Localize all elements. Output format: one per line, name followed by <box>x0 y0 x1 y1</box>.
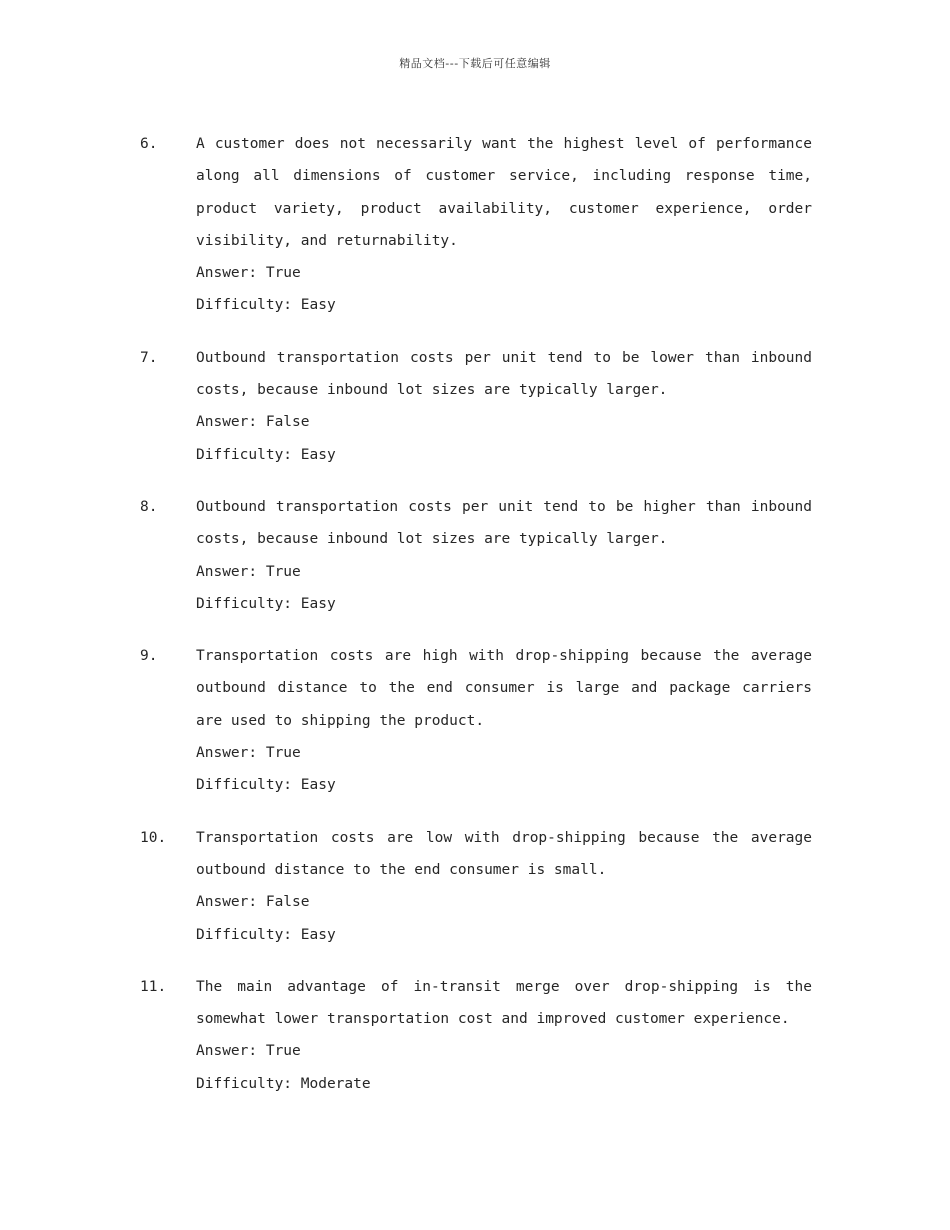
difficulty-value: Easy <box>300 777 336 794</box>
question-body <box>196 342 812 471</box>
question-number: 8. <box>140 498 158 515</box>
difficulty-line <box>196 1068 812 1100</box>
answer-value: True <box>265 1043 301 1060</box>
difficulty-line <box>196 289 812 321</box>
question-item <box>140 822 812 951</box>
difficulty-label: Difficulty: <box>196 1075 301 1092</box>
page-header: 精品文档---下载后可任意编辑 <box>399 57 551 70</box>
question-text: Outbound transportation costs per unit tend to be higher than inbound costs, because inbound lot sizes are typically larger. <box>196 498 812 548</box>
answer-label: Answer: <box>196 745 266 762</box>
difficulty-line <box>196 769 812 801</box>
question-text: The main advantage of in-transit merge over drop-shipping is the somewhat lower transportation cost and improved customer experience. <box>196 978 812 1028</box>
answer-line <box>196 886 812 918</box>
question-body <box>196 491 812 620</box>
difficulty-line <box>196 919 812 951</box>
difficulty-value: Easy <box>300 595 336 612</box>
question-number: 11. <box>140 978 167 995</box>
question-body <box>196 640 812 801</box>
answer-value: True <box>265 265 301 282</box>
question-text: Transportation costs are high with drop-shipping because the average outbound distance to the end consumer is large and package carriers are used to shipping the product. <box>196 648 812 729</box>
question-number: 9. <box>140 648 158 665</box>
question-body <box>196 128 812 322</box>
question-item <box>140 971 812 1100</box>
question-text: Outbound transportation costs per unit tend to be lower than inbound costs, because inbound lot sizes are typically larger. <box>196 349 812 399</box>
answer-value: True <box>265 563 301 580</box>
question-number: 10. <box>140 829 167 846</box>
difficulty-value: Moderate <box>300 1075 371 1092</box>
answer-line <box>196 737 812 769</box>
question-number: 6. <box>140 136 158 152</box>
difficulty-line <box>196 588 812 620</box>
answer-label: Answer: <box>196 414 266 431</box>
answer-line <box>196 556 812 588</box>
difficulty-label: Difficulty: <box>196 777 301 794</box>
answer-label: Answer: <box>196 1043 266 1060</box>
question-item <box>140 342 812 471</box>
question-body <box>196 971 812 1100</box>
question-item <box>140 491 812 620</box>
question-item <box>140 128 812 322</box>
question-item <box>140 640 812 801</box>
difficulty-value: Easy <box>300 446 336 463</box>
difficulty-label: Difficulty: <box>196 446 301 463</box>
answer-label: Answer: <box>196 894 266 911</box>
question-body <box>196 822 812 951</box>
difficulty-value: Easy <box>300 297 336 314</box>
difficulty-value: Easy <box>300 926 336 943</box>
question-text: Transportation costs are low with drop-shipping because the average outbound distance to the end consumer is small. <box>196 829 812 878</box>
difficulty-label: Difficulty: <box>196 595 301 612</box>
question-list <box>140 128 812 1120</box>
difficulty-label: Difficulty: <box>196 297 301 314</box>
answer-label: Answer: <box>196 563 266 580</box>
answer-value: False <box>265 414 310 431</box>
answer-value: True <box>265 745 301 762</box>
answer-value: False <box>265 894 310 911</box>
difficulty-label: Difficulty: <box>196 926 301 943</box>
answer-line <box>196 257 812 289</box>
answer-label: Answer: <box>196 265 266 282</box>
difficulty-line <box>196 439 812 471</box>
question-number: 7. <box>140 349 158 366</box>
question-text: A customer does not necessarily want the highest level of performance along all dimensions of customer service, including response time, product variety, product availability, customer experience, order visibility, and returnability. <box>196 136 812 249</box>
answer-line <box>196 406 812 438</box>
answer-line <box>196 1035 812 1067</box>
